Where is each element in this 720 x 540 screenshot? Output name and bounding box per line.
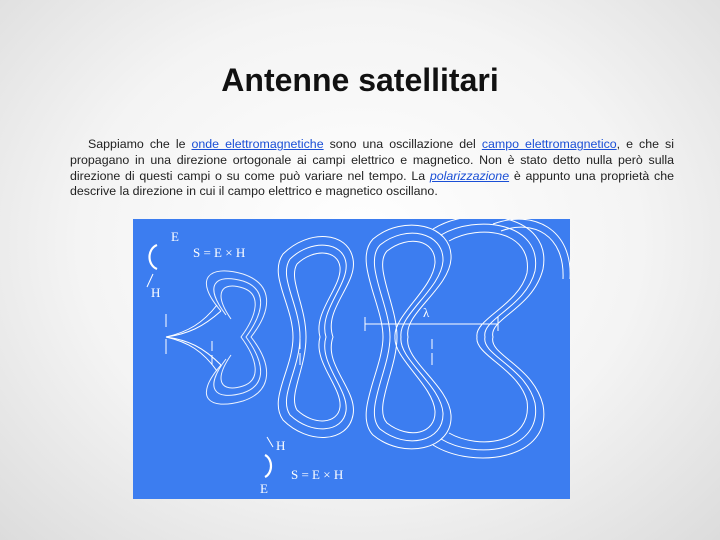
label-e-bottom: E <box>260 481 268 496</box>
link-onde-elettromagnetiche[interactable]: onde elettromagnetiche <box>191 137 324 151</box>
paragraph-text: sono una oscillazione del <box>323 137 482 151</box>
slide-title: Antenne satellitari <box>221 62 499 98</box>
equation-bottom: S = E × H <box>291 467 344 482</box>
field-lines-diagram <box>133 219 570 499</box>
body-paragraph <box>70 137 674 200</box>
label-e-top: E <box>171 229 179 244</box>
paragraph-text: , e che si propagano in una direzione ortogonale ai campi elettrico e magnetico. Non è stato detto nulla però sulla direzione di questi campi o su come può variare nel tempo. La <box>70 137 675 183</box>
label-h-bottom: H <box>276 438 286 453</box>
paragraph-text: Sappiamo che le <box>88 137 192 151</box>
label-h-top: H <box>151 285 161 300</box>
equation-top: S = E × H <box>193 245 246 260</box>
paragraph-text: è appunto una proprietà che descrive la direzione in cui il campo elettrico e magnetico oscillano. <box>70 168 674 199</box>
link-campo-elettromagnetico[interactable]: campo elettromagnetico <box>481 137 617 151</box>
link-polarizzazione[interactable]: polarizzazione <box>429 168 510 183</box>
label-lambda: λ <box>423 305 430 320</box>
dipole-radiation-figure <box>133 219 570 499</box>
